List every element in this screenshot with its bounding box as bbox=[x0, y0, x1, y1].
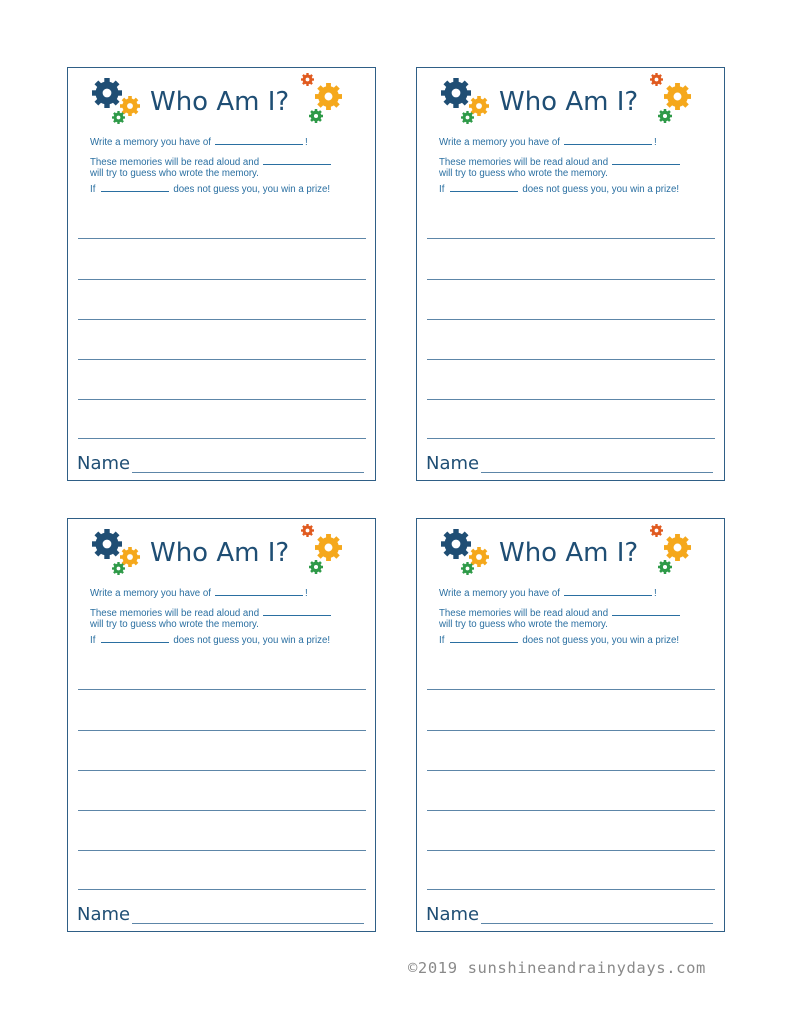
writing-line bbox=[78, 730, 366, 731]
writing-line bbox=[78, 438, 366, 439]
writing-line bbox=[427, 770, 715, 771]
writing-line bbox=[427, 279, 715, 280]
prize-rule bbox=[439, 183, 679, 195]
guess-text: will try to guess who wrote the memory. bbox=[439, 168, 608, 179]
gear-icon bbox=[664, 83, 691, 110]
read-aloud-text: These memories will be read aloud and bbox=[439, 157, 609, 168]
name-field bbox=[426, 453, 716, 475]
writing-line bbox=[427, 810, 715, 811]
copyright-footer: ©2019 sunshineandrainydays.com bbox=[408, 959, 706, 977]
writing-line bbox=[78, 810, 366, 811]
name-line bbox=[481, 923, 713, 924]
writing-line bbox=[78, 319, 366, 320]
prize-rule-text: does not guess you, you win a prize! bbox=[522, 184, 680, 195]
who-am-i-card bbox=[416, 518, 725, 932]
guesser-blank bbox=[263, 607, 331, 616]
gear-icon bbox=[658, 109, 672, 123]
gear-icon bbox=[315, 534, 342, 561]
writing-line bbox=[78, 689, 366, 690]
writing-line bbox=[427, 438, 715, 439]
prize-rule-start: If bbox=[439, 184, 445, 195]
person-blank bbox=[215, 587, 303, 596]
gear-icon bbox=[112, 111, 125, 124]
writing-line bbox=[78, 770, 366, 771]
gear-icon bbox=[309, 109, 323, 123]
memory-prompt bbox=[439, 136, 657, 148]
who-am-i-card bbox=[67, 67, 376, 481]
read-aloud-instruction bbox=[439, 607, 680, 630]
who-am-i-card bbox=[67, 518, 376, 932]
gear-icon bbox=[461, 562, 474, 575]
name-label: Name bbox=[77, 453, 131, 474]
writing-line bbox=[427, 359, 715, 360]
prize-rule-text: does not guess you, you win a prize! bbox=[522, 635, 680, 646]
read-aloud-instruction bbox=[90, 607, 331, 630]
memory-prompt-end: ! bbox=[304, 588, 308, 599]
guesser-blank bbox=[450, 183, 518, 192]
prize-rule-text: does not guess you, you win a prize! bbox=[173, 635, 331, 646]
read-aloud-text: These memories will be read aloud and bbox=[90, 157, 260, 168]
card-title: Who Am I? bbox=[499, 87, 639, 117]
memory-prompt bbox=[90, 136, 308, 148]
gear-icon bbox=[301, 524, 314, 537]
writing-line bbox=[427, 238, 715, 239]
gear-icon bbox=[301, 73, 314, 86]
prize-rule bbox=[90, 183, 330, 195]
name-label: Name bbox=[426, 453, 480, 474]
guesser-blank bbox=[612, 607, 680, 616]
guess-text: will try to guess who wrote the memory. bbox=[90, 619, 259, 630]
prize-rule-start: If bbox=[439, 635, 445, 646]
prize-rule bbox=[90, 634, 330, 646]
read-aloud-instruction bbox=[439, 156, 680, 179]
read-aloud-text: These memories will be read aloud and bbox=[90, 608, 260, 619]
writing-line bbox=[78, 889, 366, 890]
memory-prompt-end: ! bbox=[653, 588, 657, 599]
person-blank bbox=[564, 136, 652, 145]
gear-icon bbox=[658, 560, 672, 574]
name-field bbox=[77, 453, 367, 475]
read-aloud-text: These memories will be read aloud and bbox=[439, 608, 609, 619]
prize-rule-start: If bbox=[90, 635, 96, 646]
name-field bbox=[77, 904, 367, 926]
name-field bbox=[426, 904, 716, 926]
guesser-blank bbox=[101, 183, 169, 192]
guesser-blank bbox=[612, 156, 680, 165]
memory-prompt-end: ! bbox=[304, 137, 308, 148]
prize-rule-text: does not guess you, you win a prize! bbox=[173, 184, 331, 195]
memory-prompt-end: ! bbox=[653, 137, 657, 148]
gear-icon bbox=[441, 78, 471, 108]
memory-prompt-text: Write a memory you have of bbox=[439, 588, 560, 599]
name-line bbox=[481, 472, 713, 473]
memory-prompt bbox=[90, 587, 308, 599]
gear-icon bbox=[112, 562, 125, 575]
writing-line bbox=[78, 279, 366, 280]
name-line bbox=[132, 923, 364, 924]
writing-line bbox=[78, 359, 366, 360]
memory-prompt-text: Write a memory you have of bbox=[90, 588, 211, 599]
writing-line bbox=[427, 850, 715, 851]
writing-line bbox=[427, 399, 715, 400]
writing-line bbox=[427, 319, 715, 320]
gear-icon bbox=[315, 83, 342, 110]
person-blank bbox=[564, 587, 652, 596]
gear-icon bbox=[92, 78, 122, 108]
guesser-blank bbox=[101, 634, 169, 643]
gear-icon bbox=[441, 529, 471, 559]
name-line bbox=[132, 472, 364, 473]
card-title: Who Am I? bbox=[499, 538, 639, 568]
guesser-blank bbox=[450, 634, 518, 643]
prize-rule-start: If bbox=[90, 184, 96, 195]
writing-line bbox=[427, 889, 715, 890]
read-aloud-instruction bbox=[90, 156, 331, 179]
memory-prompt-text: Write a memory you have of bbox=[90, 137, 211, 148]
memory-prompt-text: Write a memory you have of bbox=[439, 137, 560, 148]
name-label: Name bbox=[426, 904, 480, 925]
gear-icon bbox=[309, 560, 323, 574]
guess-text: will try to guess who wrote the memory. bbox=[439, 619, 608, 630]
card-title: Who Am I? bbox=[150, 538, 290, 568]
name-label: Name bbox=[77, 904, 131, 925]
writing-line bbox=[427, 689, 715, 690]
who-am-i-card bbox=[416, 67, 725, 481]
writing-line bbox=[427, 730, 715, 731]
writing-line bbox=[78, 238, 366, 239]
gear-icon bbox=[92, 529, 122, 559]
memory-prompt bbox=[439, 587, 657, 599]
card-title: Who Am I? bbox=[150, 87, 290, 117]
person-blank bbox=[215, 136, 303, 145]
guesser-blank bbox=[263, 156, 331, 165]
gear-icon bbox=[650, 524, 663, 537]
gear-icon bbox=[650, 73, 663, 86]
prize-rule bbox=[439, 634, 679, 646]
gear-icon bbox=[461, 111, 474, 124]
gear-icon bbox=[664, 534, 691, 561]
writing-line bbox=[78, 399, 366, 400]
writing-line bbox=[78, 850, 366, 851]
guess-text: will try to guess who wrote the memory. bbox=[90, 168, 259, 179]
